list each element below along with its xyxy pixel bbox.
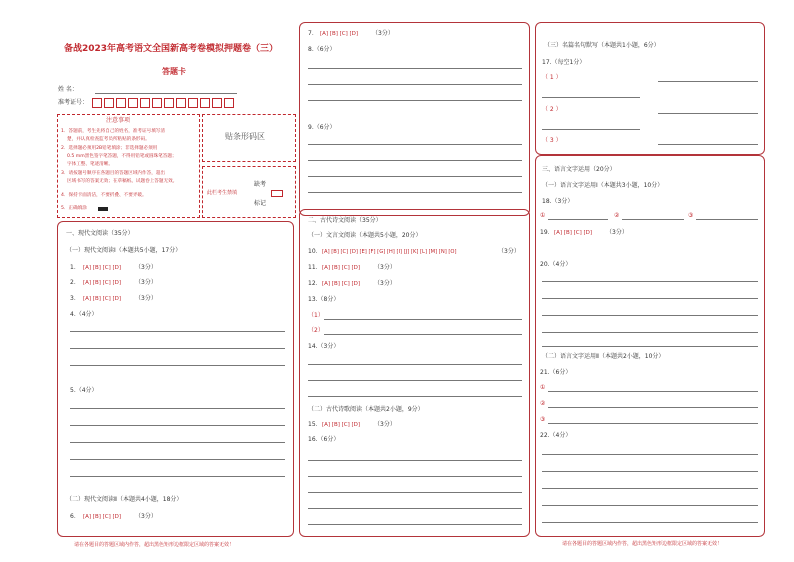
q13-part2: （2）	[308, 327, 324, 334]
answer-line[interactable]	[308, 160, 522, 161]
answer-line[interactable]	[542, 454, 758, 455]
q18-label: 18.（3分）	[542, 198, 574, 205]
section3-title: 三、语言文字运用（20分）	[542, 166, 616, 173]
q11-score: （3分）	[374, 264, 396, 271]
notice-item: 2．选择题必须用2B铅笔填涂；非选择题必须用	[61, 146, 158, 151]
answer-line[interactable]	[542, 298, 758, 299]
notice-item: 1．答题前，考生先将自己的姓名，准考证号填写清	[61, 129, 165, 134]
answer-line[interactable]	[542, 488, 758, 489]
q12-options[interactable]: [A] [B] [C] [D]	[322, 281, 361, 287]
exam-id-label: 准考证号：	[58, 99, 89, 106]
notice-item: 4．保持卡面清洁，不要折叠、不要弄破。	[61, 193, 147, 198]
absent-checkbox[interactable]	[271, 190, 283, 197]
answer-line[interactable]	[542, 281, 758, 282]
answer-line[interactable]	[622, 219, 684, 220]
q2-score: （3分）	[135, 279, 157, 286]
answer-sheet-label: 答题卡	[162, 67, 186, 76]
q20-label: 20.（4分）	[540, 261, 572, 268]
answer-line[interactable]	[696, 219, 758, 220]
sub2-title-poetry: （二）古代诗歌阅读（本题共2小题，9分）	[308, 406, 424, 413]
q6-options[interactable]: [A] [B] [C] [D]	[83, 514, 122, 520]
answer-line[interactable]	[308, 380, 522, 381]
answer-line[interactable]	[542, 129, 640, 130]
q18-mark-1: ①	[540, 212, 546, 219]
answer-line[interactable]	[542, 97, 640, 98]
answer-line[interactable]	[548, 219, 608, 220]
sub1-title-language: （一）语言文字运用Ⅰ（本题共3小题，10分）	[542, 182, 664, 189]
answer-line[interactable]	[542, 315, 758, 316]
absent-note: 此栏考生禁填	[207, 190, 238, 196]
notice-item: 字体工整、笔迹清晰。	[67, 162, 113, 167]
notice-item: 楚，并认真检查监考员所粘贴的条形码。	[67, 137, 150, 142]
answer-line[interactable]	[308, 144, 522, 145]
sub2-title: （二）现代文阅读Ⅱ（本题共4小题，18分）	[66, 496, 183, 503]
q2-label: 2．	[70, 279, 80, 286]
answer-line[interactable]	[70, 425, 285, 426]
q5-label: 5.（4分）	[70, 387, 98, 394]
answer-line[interactable]	[70, 459, 285, 460]
q7-options[interactable]: [A] [B] [C] [D]	[320, 31, 359, 37]
q10-label: 10．	[308, 248, 322, 255]
answer-line[interactable]	[308, 100, 522, 101]
col3-bottom-box	[535, 155, 765, 537]
answer-line[interactable]	[548, 423, 758, 424]
answer-line[interactable]	[308, 492, 522, 493]
q17-label: 17.（每空1分）	[542, 59, 586, 66]
q22-label: 22.（4分）	[540, 432, 572, 439]
answer-line[interactable]	[308, 460, 522, 461]
answer-line[interactable]	[548, 391, 758, 392]
answer-line[interactable]	[658, 144, 758, 145]
answer-line[interactable]	[308, 524, 522, 525]
q1-label: 1．	[70, 264, 80, 271]
q19-score: （3分）	[606, 229, 628, 236]
answer-line[interactable]	[548, 407, 758, 408]
answer-line[interactable]	[308, 396, 522, 397]
q17-blank-2: （ 2 ）	[542, 106, 562, 113]
q13-label: 13.（8分）	[308, 296, 340, 303]
answer-line[interactable]	[70, 476, 285, 477]
answer-line[interactable]	[324, 334, 522, 335]
answer-line[interactable]	[658, 113, 758, 114]
q3-options[interactable]: [A] [B] [C] [D]	[83, 296, 122, 302]
barcode-area	[202, 114, 296, 162]
q15-options[interactable]: [A] [B] [C] [D]	[322, 422, 361, 428]
answer-line[interactable]	[542, 471, 758, 472]
answer-line[interactable]	[308, 364, 522, 365]
sub1-title-classical: （一）文言文阅读（本题共5小题，20分）	[308, 232, 422, 239]
modern-reading-box	[57, 221, 294, 537]
notice-item: 区域书写的答案无效；在草稿纸、试题卷上答题无效。	[67, 179, 178, 184]
q17-blank-1: （ 1 ）	[542, 74, 562, 81]
q15-score: （3分）	[374, 421, 396, 428]
q8-label: 8.（6分）	[308, 46, 336, 53]
q4-label: 4.（4分）	[70, 311, 98, 318]
q12-score: （3分）	[374, 280, 396, 287]
q6-label: 6．	[70, 513, 80, 520]
answer-line[interactable]	[308, 508, 522, 509]
q13-part1: （1）	[308, 312, 324, 319]
answer-line[interactable]	[308, 476, 522, 477]
answer-line[interactable]	[324, 319, 522, 320]
sub2-title-language: （二）语言文字运用Ⅱ（本题共2小题，10分）	[542, 353, 665, 360]
notice-item: 3．请按题号顺序在各题目的答题区域内作答，超出	[61, 171, 165, 176]
absent-label-top: 缺考	[254, 181, 267, 188]
name-label: 姓 名：	[58, 86, 78, 93]
q17-blank-3: （ 3 ）	[542, 137, 562, 144]
q21-mark-1: ①	[540, 384, 546, 391]
answer-line[interactable]	[70, 348, 285, 349]
q21-label: 21.（6分）	[540, 369, 572, 376]
q11-options[interactable]: [A] [B] [C] [D]	[322, 265, 361, 271]
answer-line[interactable]	[70, 331, 285, 332]
q19-label: 19．	[540, 229, 554, 236]
q14-label: 14.（3分）	[308, 343, 340, 350]
answer-line[interactable]	[308, 192, 522, 193]
q18-mark-3: ③	[688, 212, 694, 219]
answer-line[interactable]	[542, 522, 758, 523]
notice-box	[57, 114, 200, 218]
sub1-title: （一）现代文阅读Ⅰ（本题共5小题，17分）	[66, 247, 182, 254]
q12-label: 12．	[308, 280, 322, 287]
filled-example-mark	[98, 207, 108, 211]
answer-line[interactable]	[308, 68, 522, 69]
answer-line[interactable]	[70, 408, 285, 409]
col1-footer: 请在各题目的答题区域内作答，超出黑色矩形边框限定区域的答案无效！	[74, 542, 235, 548]
q15-label: 15．	[308, 421, 322, 428]
answer-line[interactable]	[308, 84, 522, 85]
q21-mark-3: ③	[540, 416, 546, 423]
sub-dictation-title: （三）名篇名句默写（本题共1小题，6分）	[544, 42, 660, 49]
q10-score: （3分）	[498, 248, 520, 255]
q9-label: 9.（6分）	[308, 124, 336, 131]
section1-title: 一、现代文阅读（35分）	[66, 230, 134, 237]
notice-item: 5．正确填涂	[61, 206, 87, 211]
col2-top-box	[299, 22, 530, 216]
answer-line[interactable]	[70, 365, 285, 366]
answer-line[interactable]	[70, 442, 285, 443]
q6-score: （3分）	[135, 513, 157, 520]
q11-label: 11．	[308, 264, 322, 271]
q3-label: 3．	[70, 295, 80, 302]
answer-line[interactable]	[308, 176, 522, 177]
answer-line[interactable]	[542, 346, 758, 347]
answer-line[interactable]	[542, 332, 758, 333]
answer-line[interactable]	[542, 505, 758, 506]
name-field[interactable]	[95, 93, 237, 94]
q18-mark-2: ②	[614, 212, 620, 219]
col2-bottom-box	[299, 209, 530, 537]
q21-mark-2: ②	[540, 400, 546, 407]
q16-label: 16.（6分）	[308, 436, 340, 443]
notice-title: 注意事项	[106, 117, 131, 124]
barcode-label: 贴条形码区	[225, 132, 265, 141]
absent-area	[202, 166, 296, 218]
exam-title: 备战2023年高考语文全国新高考卷模拟押题卷（三）	[64, 44, 279, 54]
q10-options[interactable]: [A] [B] [C] [D] [E] [F] [G] [H] [I] [J] [K] [L] [M] [N] [O]	[322, 249, 457, 255]
q3-score: （3分）	[135, 295, 157, 302]
col3-top-box	[535, 22, 765, 155]
absent-label-bottom: 标记	[254, 200, 267, 207]
q7-label: 7．	[308, 30, 318, 37]
q19-options[interactable]: [A] [B] [C] [D]	[554, 230, 593, 236]
q1-options[interactable]: [A] [B] [C] [D]	[83, 265, 122, 271]
q1-score: （3分）	[135, 264, 157, 271]
q2-options[interactable]: [A] [B] [C] [D]	[83, 280, 122, 286]
answer-line[interactable]	[658, 81, 758, 82]
col3-footer: 请在各题目的答题区域内作答，超出黑色矩形边框限定区域的答案无效！	[562, 541, 723, 547]
notice-item: 0.5 mm黑色签字笔答题，不得用铅笔或圆珠笔答题；	[67, 154, 177, 159]
section2-title: 二、古代诗文阅读（35分）	[308, 217, 382, 224]
q7-score: （3分）	[372, 30, 394, 37]
